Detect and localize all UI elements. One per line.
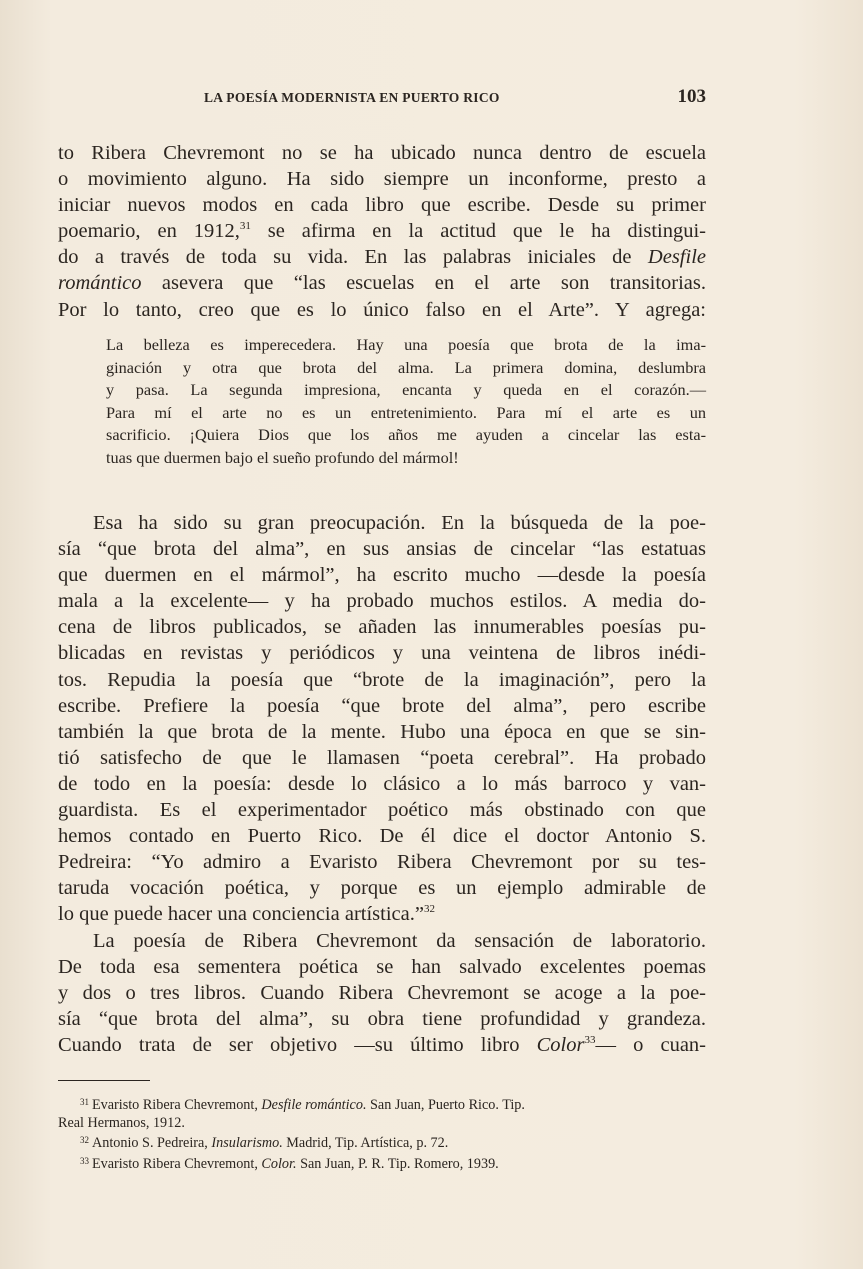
footnote-text: San Juan, P. R. Tip. Romero, 1939. [296,1155,499,1172]
text-fragment: Cuando trata de ser objetivo —su último libro [58,1033,537,1056]
footnote-ref: 33 [584,1033,596,1046]
text-line [58,1032,706,1058]
footnote-text: Evaristo Ribera Chevremont, [92,1097,262,1113]
footnote-text: San Juan, Puerto Rico. Tip. [366,1097,525,1113]
quote-line: Para mí el arte no es un entretenimiento. Para mí el arte es un [106,402,706,422]
quote-line: tuas que duermen bajo el sueño profundo del mármol! [106,447,459,467]
text-line: o movimiento alguno. Ha sido siempre un inconforme, presto a [58,168,706,191]
running-title: LA POESÍA MODERNISTA EN PUERTO RICO [204,90,500,105]
quote-line: sacrificio. ¡Quiera Dios que los años me ayuden a cincelar las esta- [106,425,706,445]
footnote-number: 32 [80,1135,89,1145]
text-line: y dos o tres libros. Cuando Ribera Chevremont se acoge a la poe- [58,981,706,1004]
quote-line: La belleza es imperecedera. Hay una poesía que brota de la ima- [106,335,706,354]
text-line: Esa ha sido su gran preocupación. En la búsqueda de la poe- [93,512,706,534]
book-title: Desfile [647,246,706,269]
text-line: cena de libros publicados, se añaden las innumerables poesías pu- [58,616,706,639]
text-line: sía “que brota del alma”, en sus ansias de cincelar “las estatuas [58,538,706,561]
text-line: hemos contado en Puerto Rico. De él dice el doctor Antonio S. [58,825,706,848]
paragraph-opening [58,140,706,323]
footnote-continuation: Real Hermanos, 1912. [58,1114,185,1131]
book-title: romántico [58,272,142,295]
footnote-ref: 32 [423,903,435,916]
text-line: La poesía de Ribera Chevremont da sensación de laboratorio. [93,929,706,952]
text-line: Por lo tanto, creo que es lo único falso en el Arte”. Y agrega: [58,298,706,321]
text-fragment: poemario, en 1912, [58,220,240,243]
text-line: también la que brota de la mente. Hubo una época en que se sin- [58,720,706,743]
text-line: que duermen en el mármol”, ha escrito mucho —desde la poesía [58,564,706,587]
text-fragment: se afirma en la actitud que le ha distingui- [250,220,707,243]
text-fragment: lo que puede hacer una conciencia artística.” [58,903,424,926]
text-line: De toda esa sementera poética se han salvado excelentes poemas [58,955,706,978]
quote-line: ginación y otra que brota del alma. La primera domina, deslumbra [106,357,706,377]
footnote-text: Antonio S. Pedreira, [92,1135,212,1151]
text-line: mala a la excelente— y ha probado muchos estilos. A media do- [58,590,706,613]
text-line [58,244,706,270]
paragraph-main [58,510,706,1058]
text-line: to Ribera Chevremont no se ha ubicado nunca dentro de escuela [58,142,706,164]
text-line: escribe. Prefiere la poesía “que brote del alma”, pero escribe [58,694,706,717]
footnotes [58,1094,706,1173]
page-header [58,86,706,112]
text-line [58,270,706,296]
text-line: taruda vocación poética, y porque es un ejemplo admirable de [58,877,706,900]
footnote-ref: 31 [239,220,251,233]
footnote-number: 31 [80,1097,89,1107]
text-line [58,218,706,244]
text-line: guardista. Es el experimentador poético más obstinado con que [58,799,706,822]
footnote-text: Madrid, Tip. Artística, p. 72. [282,1135,449,1151]
footnote-title: Insularismo. [211,1135,283,1151]
footnote-title: Color. [261,1155,297,1172]
book-title: Color [536,1033,585,1056]
text-line [58,901,706,927]
quote-line: y pasa. La segunda impresiona, encanta y queda en el corazón.— [106,380,706,400]
footnote [58,1094,706,1115]
page-number: 103 [677,86,706,107]
footnote-number: 33 [80,1155,89,1166]
block-quote [106,334,706,470]
text-line: sía “que brota del alma”, su obra tiene profundidad y grandeza. [58,1007,706,1030]
footnote [58,1132,706,1153]
text-fragment: do a través de toda su vida. En las palabras iniciales de [58,246,648,269]
footnote-title: Desfile romántico. [261,1097,367,1113]
footnote-divider [58,1080,150,1081]
text-line: Pedreira: “Yo admiro a Evaristo Ribera Chevremont por su tes- [58,851,706,874]
text-line: tos. Repudia la poesía que “brote de la imaginación”, pero la [58,668,706,691]
footnote [58,1153,706,1174]
text-line: tió satisfecho de que le llamasen “poeta cerebral”. Ha probado [58,746,706,769]
text-line: de todo en la poesía: desde lo clásico a lo más barroco y van- [58,772,706,795]
footnote-text: Evaristo Ribera Chevremont, [92,1155,262,1172]
text-line: blicadas en revistas y periódicos y una veintena de libros inédi- [58,642,706,665]
text-fragment: asevera que “las escuelas en el arte son transitorias. [141,272,706,295]
text-line: iniciar nuevos modos en cada libro que escribe. Desde su primer [58,194,706,217]
text-fragment: — o cuan- [595,1033,706,1056]
